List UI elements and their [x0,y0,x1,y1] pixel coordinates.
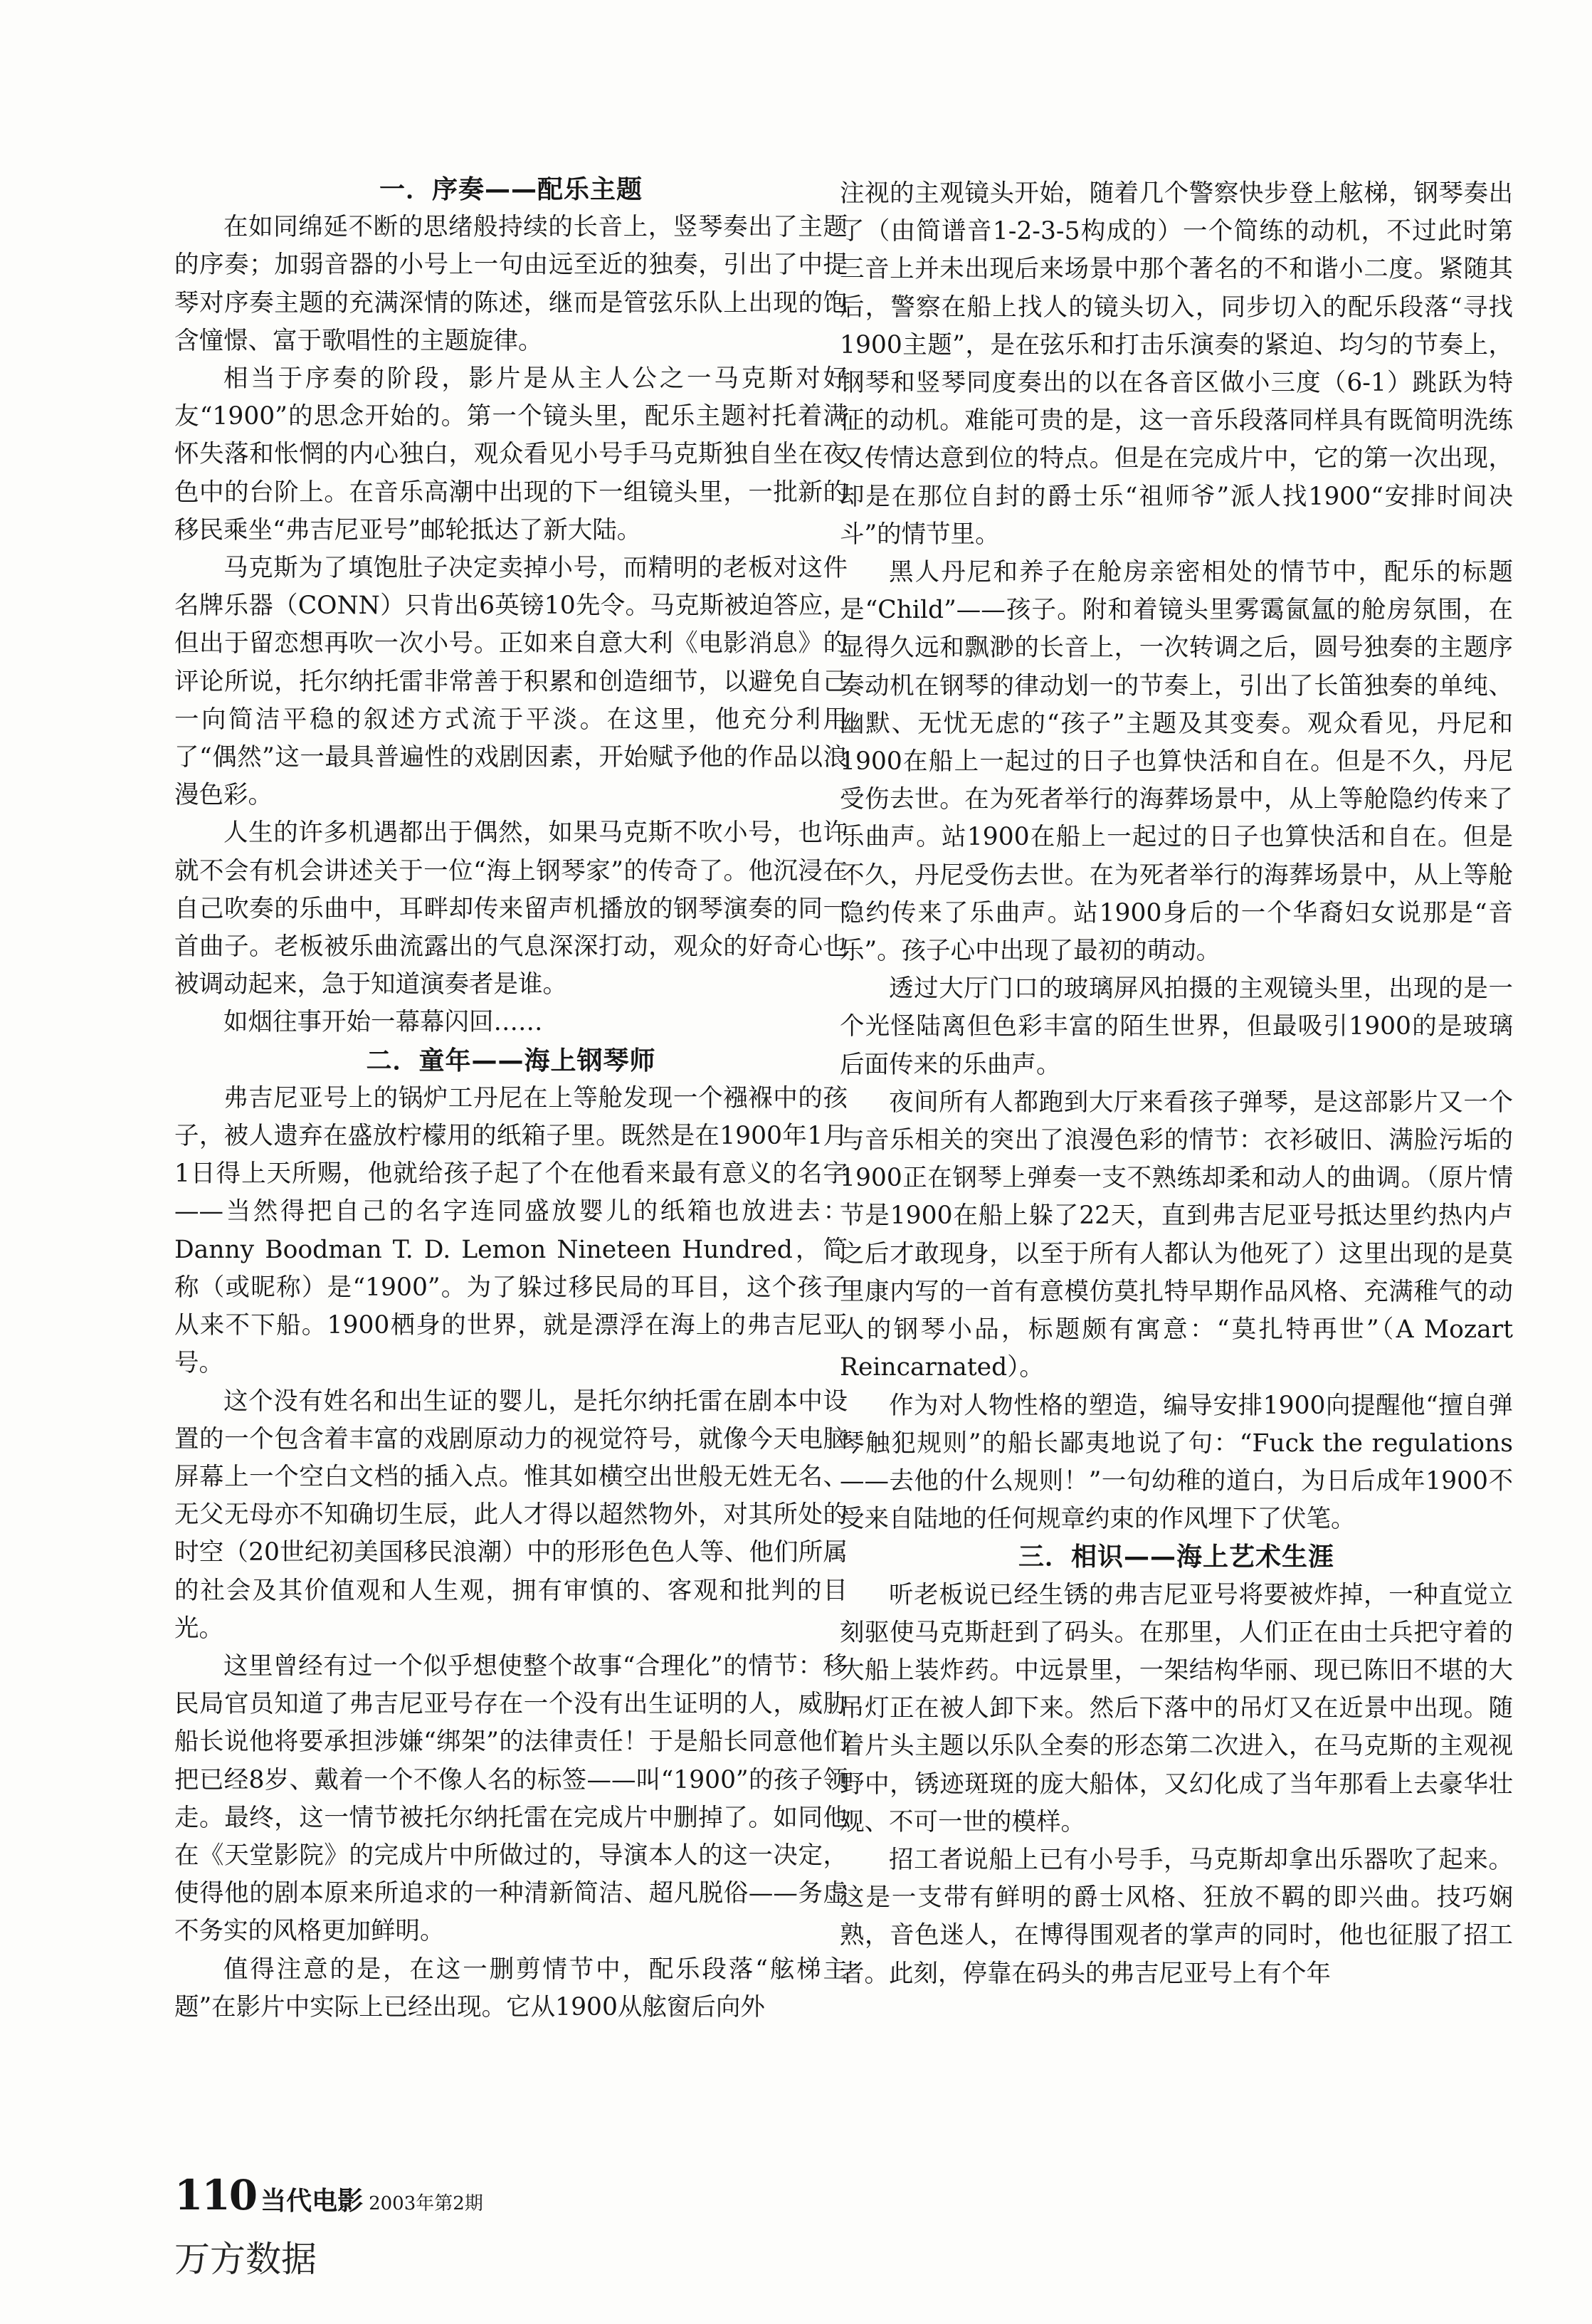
section-heading-1: 一．序奏——配乐主题 [379,175,643,204]
watermark: 万方数据 [174,2239,317,2280]
paragraph: 人生的许多机遇都出于偶然，如果马克斯不吹小号，也许就不会有机会讲述关于一位“海上钢琴家”的传奇了。他沉浸在自己吹奏的乐曲中，耳畔却传来留声机播放的钢琴演奏的同一首曲子。老板被乐曲流露出的气息深深打动，观众的好奇心也被调动起来，急于知道演奏者是谁。 [174,819,848,999]
paragraph: 听老板说已经生锈的弗吉尼亚号将要被炸掉，一种直觉立刻驱使马克斯赶到了码头。在那里，人们正在由士兵把守着的大船上装炸药。中远景里，一架结构华丽、现已陈旧不堪的大吊灯正在被人卸下来。然后下落中的吊灯又在近景中出现。随着片头主题以乐队全奏的形态第二次进入，在马克斯的主观视野中，锈迹斑斑的庞大船体，又幻化成了当年那看上去豪华壮观、不可一世的模样。 [840,1580,1513,1836]
paragraph: 这个没有姓名和出生证的婴儿，是托尔纳托雷在剧本中设置的一个包含着丰富的戏剧原动力的视觉符号，就像今天电脑屏幕上一个空白文档的插入点。惟其如横空出世般无姓无名、无父无母亦不知确切生辰，此人才得以超然物外，对其所处的时空（20世纪初美国移民浪潮）中的形形色色人等、他们所属的社会及其价值观和人生观，拥有审慎的、客观和批判的目光。 [174,1387,848,1643]
paragraph: 相当于序奏的阶段，影片是从主人公之一马克斯对好友“1900”的思念开始的。第一个镜头里，配乐主题衬托着满怀失落和怅惘的内心独白，观众看见小号手马克斯独自坐在夜色中的台阶上。在音乐高潮中出现的下一组镜头里，一批新的移民乘坐“弗吉尼亚号”邮轮抵达了新大陆。 [174,364,848,545]
paragraph: 值得注意的是，在这一删剪情节中，配乐段落“舷梯主题”在影片中实际上已经出现。它从1900从舷窗后向外 [174,1955,848,2021]
paragraph: 黑人丹尼和养子在舱房亲密相处的情节中，配乐的标题是“Child”——孩子。附和着镜头里雾霭氤氲的舱房氛围，在显得久远和飘渺的长音上，一次转调之后，圆号独奏的主题序奏动机在钢琴的律动划一的节奏上，引出了长笛独奏的单纯、幽默、无忧无虑的“孩子”主题及其变奏。观众看见，丹尼和1900在船上一起过的日子也算快活和自在。但是不久，丹尼受伤去世。在为死者举行的海葬场景中，从上等舱隐约传来了乐曲声。站1900在船上一起过的日子也算快活和自在。但是不久，丹尼受伤去世。在为死者举行的海葬场景中，从上等舱隐约传来了乐曲声。站1900身后的一个华裔妇女说那是“音乐”。孩子心中出现了最初的萌动。 [840,558,1513,966]
section-heading-2: 二．童年——海上钢琴师 [366,1046,656,1076]
paragraph: 马克斯为了填饱肚子决定卖掉小号，而精明的老板对这件名牌乐器（CONN）只肯出6英镑10先令。马克斯被迫答应，但出于留恋想再吹一次小号。正如来自意大利《电影消息》的评论所说，托尔纳托雷非常善于积累和创造细节，以避免自己一向简洁平稳的叙述方式流于平淡。在这里，他充分利用了“偶然”这一最具普遍性的戏剧因素，开始赋予他的作品以浪漫色彩。 [174,554,848,810]
page-footer [174,2171,483,2219]
page-number: 110 [174,2171,257,2219]
paragraph: 夜间所有人都跑到大厅来看孩子弹琴，是这部影片又一个与音乐相关的突出了浪漫色彩的情节：衣衫破旧、满脸污垢的1900正在钢琴上弹奏一支不熟练却柔和动人的曲调。（原片情节是1900在船上躲了22天，直到弗吉尼亚号抵达里约热内卢之后才敢现身，以至于所有人都认为他死了）这里出现的是莫里康内写的一首有意模仿莫扎特早期作品风格、充满稚气的动人的钢琴小品，标题颇有寓意：“莫扎特再世”（A Mozart Reincarnated）。 [840,1088,1513,1382]
paragraph-continued: 注视的主观镜头开始，随着几个警察快步登上舷梯，钢琴奏出了（由简谱音1-2-3-5构成的）一个简练的动机，不过此时第三音上并未出现后来场景中那个著名的不和谐小二度。紧随其后，警察在船上找人的镜头切入，同步切入的配乐段落“寻找1900主题”，是在弦乐和打击乐演奏的紧迫、均匀的节奏上，钢琴和竖琴同度奏出的以在各音区做小三度（6-1）跳跃为特征的动机。难能可贵的是，这一音乐段落同样具有既简明洗练又传情达意到位的特点。但是在完成片中，它的第一次出现，却是在那位自封的爵士乐“祖师爷”派人找1900“安排时间决斗”的情节里。 [840,179,1513,549]
left-column [174,171,848,2026]
paragraph: 弗吉尼亚号上的锅炉工丹尼在上等舱发现一个襁褓中的孩子，被人遗弃在盛放柠檬用的纸箱子里。既然是在1900年1月1日得上天所赐，他就给孩子起了个在他看来最有意义的名字——当然得把自己的名字连同盛放婴儿的纸箱也放进去：Danny Boodman T. D. Lemon Nineteen Hundred，简称（或昵称）是“1900”。为了躲过移民局的耳目，这个孩子从来不下船。1900栖身的世界，就是漂浮在海上的弗吉尼亚号。 [174,1083,848,1378]
paragraph: 作为对人物性格的塑造，编导安排1900向提醒他“擅自弹琴触犯规则”的船长鄙夷地说了句：“Fuck the regulations——去他的什么规则！”一句幼稚的道白，为日后成年1900不受来自陆地的任何规章约束的作风埋下了伏笔。 [840,1391,1513,1534]
paragraph: 招工者说船上已有小号手，马克斯却拿出乐器吹了起来。这是一支带有鲜明的爵士风格、狂放不羁的即兴曲。技巧娴熟，音色迷人，在博得围观者的掌声的同时，他也征服了招工者。此刻，停靠在码头的弗吉尼亚号上有个年 [840,1845,1513,1988]
issue-label: 2003年第2期 [369,2193,483,2214]
paragraph: 在如同绵延不断的思绪般持续的长音上，竖琴奏出了主题的序奏；加弱音器的小号上一句由远至近的独奏，引出了中提琴对序奏主题的充满深情的陈述，继而是管弦乐队上出现的饱含憧憬、富于歌唱性的主题旋律。 [174,213,848,355]
paragraph: 这里曾经有过一个似乎想使整个故事“合理化”的情节：移民局官员知道了弗吉尼亚号存在一个没有出生证明的人，威胁船长说他将要承担涉嫌“绑架”的法律责任！于是船长同意他们把已经8岁、戴着一个不像人名的标签——叫“1900”的孩子领走。最终，这一情节被托尔纳托雷在完成片中删掉了。如同他在《天堂影院》的完成片中所做过的，导演本人的这一决定，使得他的剧本原来所追求的一种清新简洁、超凡脱俗——务虚不务实的风格更加鲜明。 [174,1651,848,1946]
right-column [840,175,1513,1993]
section-heading-3: 三．相识——海上艺术生涯 [1018,1542,1334,1572]
journal-name: 当代电影 [260,2186,364,2216]
paragraph: 透过大厅门口的玻璃屏风拍摄的主观镜头里，出现的是一个光怪陆离但色彩丰富的陌生世界，但最吸引1900的是玻璃后面传来的乐曲声。 [840,974,1513,1079]
paragraph: 如烟往事开始一幕幕闪回…… [223,1008,543,1037]
